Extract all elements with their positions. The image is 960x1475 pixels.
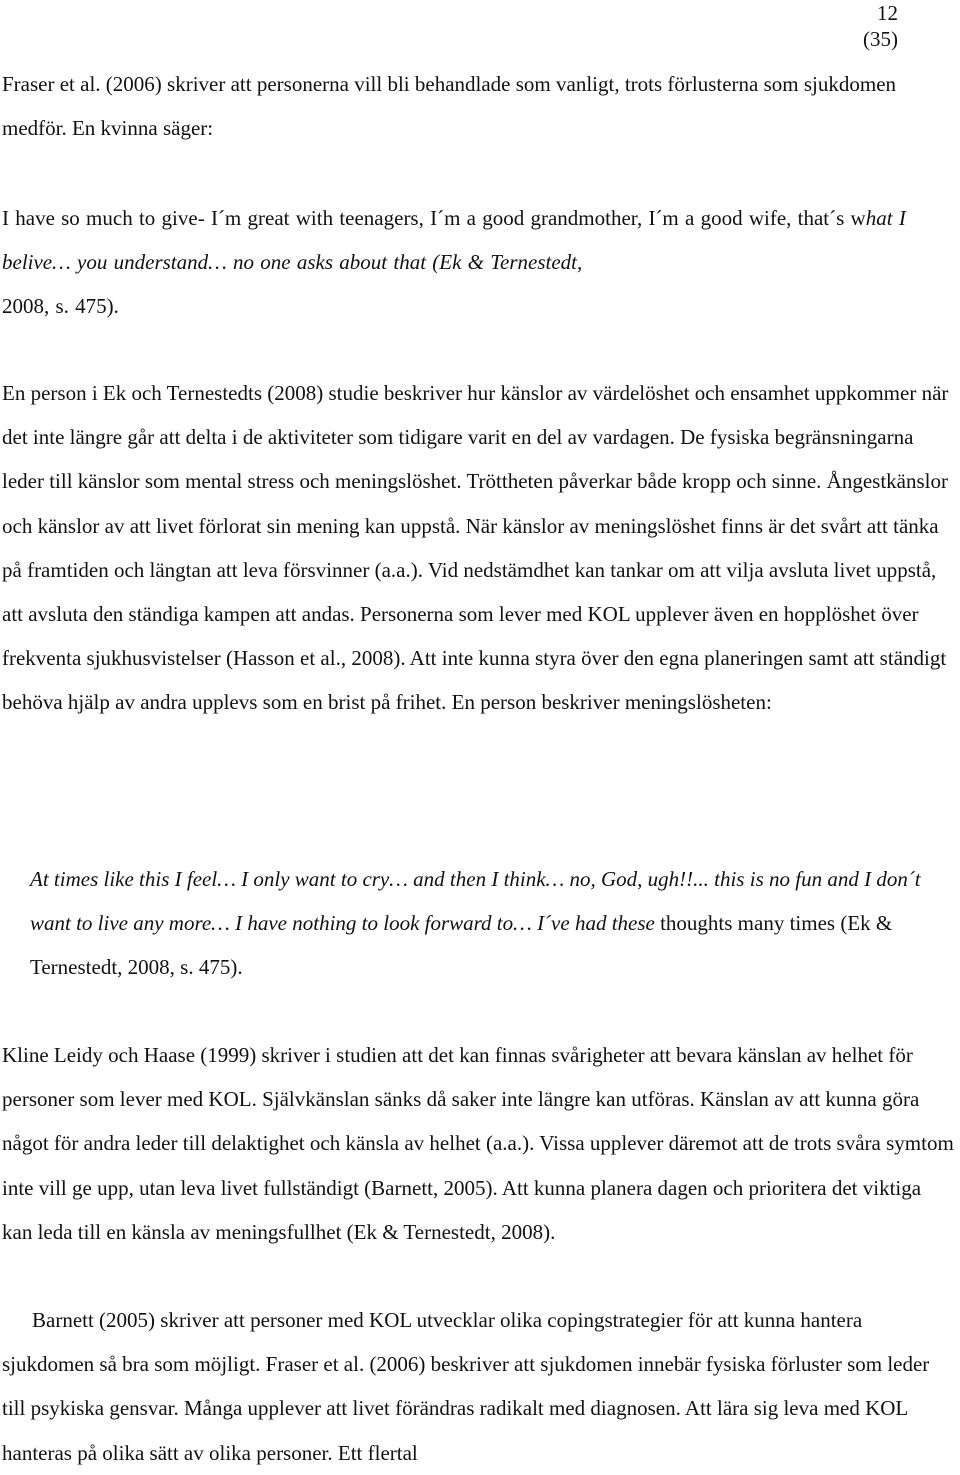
paragraph-barnett	[2, 1298, 956, 1475]
quote-2-normal: thoughts many times (Ek & Ternestedt, 2008, s. 475).	[30, 911, 893, 980]
paragraph-barnett-text: Barnett (2005) skriver att personer med KOL utvecklar olika copingstrategier för att kunna hantera sjukdomen så bra som möjligt. Fraser et al. (2006) beskriver att sjukdomen innebär fysiska förluster som leder till psykiska gensvar. Många upplever att livet förändras radikalt med diagnosen. Att lära sig leva med KOL hanteras på olika sätt av olika personer. Ett flertal	[2, 1308, 930, 1465]
quote-1-italic: hat I belive… you understand… no one asks about that (Ek & Ternestedt,	[2, 206, 906, 275]
quote-2-italic: At times like this I feel… I only want to cry… and then I think… no, God, ugh!!... this is no fun and I don´t want to live any more… I have nothing to look forward to… I´ve had these	[30, 867, 921, 936]
page-number-current: 12	[877, 1, 898, 25]
paragraph-kline-leidy: Kline Leidy och Haase (1999) skriver i studien att det kan finnas svårigheter att bevara känslan av helhet för personer som lever med KOL. Självkänslan sänks då saker inte längre kan utföras. Känslan av att kunna göra något för andra leder till delaktighet och känsla av helhet (a.a.). Vissa upplever däremot att de trots svåra symtom inte vill ge upp, utan leva livet fullständigt (Barnett, 2005). Att kunna planera dagen och prioritera det viktiga kan leda till en känsla av meningsfullhet (Ek & Ternestedt, 2008).	[2, 1043, 954, 1244]
quote-block-2	[30, 857, 960, 990]
page-number-total: (35)	[863, 27, 898, 51]
quote-1-end: 2008, s. 475).	[2, 294, 119, 319]
page-number	[863, 0, 898, 52]
quote-block-1	[2, 196, 952, 329]
paragraph-intro: Fraser et al. (2006) skriver att personerna vill bli behandlade som vanligt, trots förlusterna som sjukdomen medför. En kvinna säger:	[2, 72, 897, 141]
paragraph-ek-ternestedt: En person i Ek och Ternestedts (2008) studie beskriver hur känslor av värdelöshet och ensamhet uppkommer när det inte längre går att delta i de aktiviteter som tidigare varit en del av vardagen. De fysiska begränsningarna leder till känslor som mental stress och meningslöshet. Tröttheten påverkar både kropp och sinne. Ångestkänslor och känslor av att livet förlorat sin mening kan uppstå. När känslor av meningslöshet finns är det svårt att tänka på framtiden och längtan att leva försvinner (a.a.). Vid nedstämdhet kan tankar om att vilja avsluta livet uppstå, att avsluta den ständiga kampen att andas. Personerna som lever med KOL upplever även en hopplöshet över frekventa sjukhusvistelser (Hasson et al., 2008). Att inte kunna styra över den egna planeringen samt att ständigt behöva hjälp av andra upplevs som en brist på frihet. En person beskriver meningslösheten:	[2, 381, 949, 715]
quote-1-normal: I have so much to give- I´m great with teenagers, I´m a good grandmother, I´m a good wife, that´s w	[2, 206, 866, 230]
